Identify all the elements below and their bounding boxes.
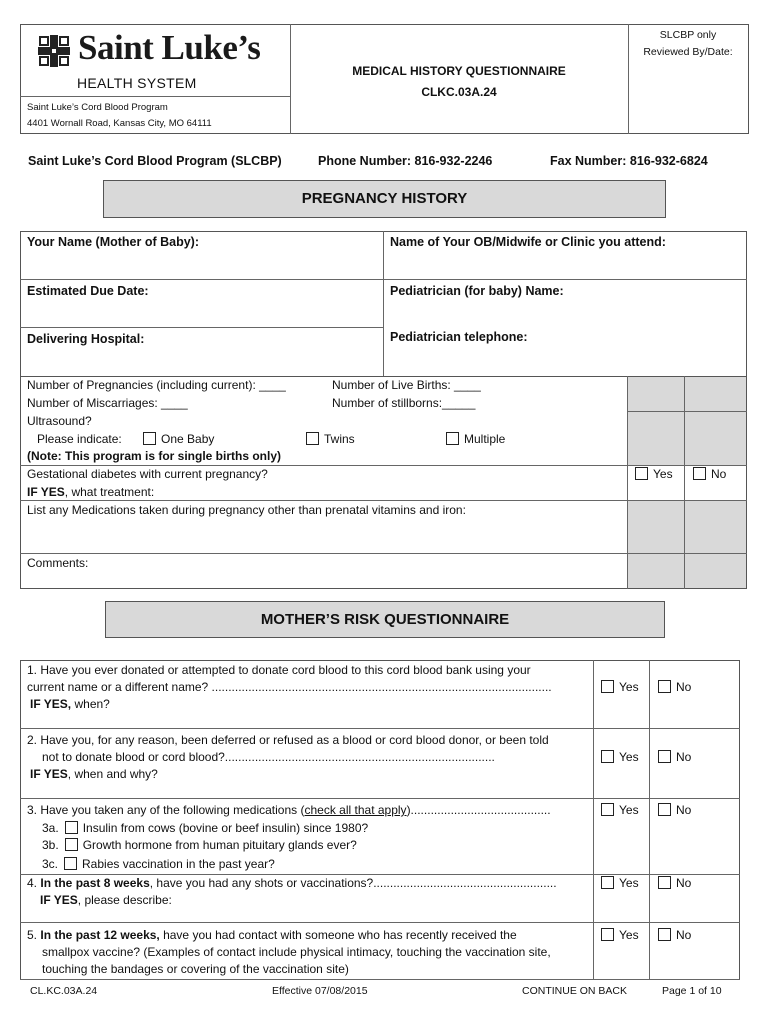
q2-line2: not to donate blood or cord blood?................................................................................. — [42, 750, 495, 764]
cross-emblem-icon — [36, 33, 72, 69]
gestational-yes-checkbox[interactable] — [635, 467, 648, 480]
q4-no-option[interactable]: No — [658, 875, 691, 892]
due-date-field[interactable]: Estimated Due Date: — [27, 284, 149, 298]
q5-line3: touching the bandages or covering of the vaccination site) — [42, 962, 349, 976]
logo-subtitle: HEALTH SYSTEM — [77, 75, 197, 91]
q5-line1: 5. In the past 12 weeks, have you had contact with someone who has recently received the — [27, 928, 517, 942]
form-title: MEDICAL HISTORY QUESTIONNAIRE — [352, 64, 566, 78]
mother-name-field[interactable]: Your Name (Mother of Baby): — [27, 235, 199, 249]
twins-checkbox[interactable] — [306, 432, 319, 445]
gestational-yes-option[interactable]: Yes — [635, 466, 673, 483]
delivering-hospital-field[interactable]: Delivering Hospital: — [27, 332, 145, 346]
q2-line1: 2. Have you, for any reason, been deferred or refused as a blood or cord blood donor, or been told — [27, 733, 549, 747]
gestational-no-checkbox[interactable] — [693, 467, 706, 480]
footer-form-code: CL.KC.03A.24 — [30, 985, 98, 997]
footer-continue: CONTINUE ON BACK — [522, 985, 628, 997]
ob-name-field[interactable]: Name of Your OB/Midwife or Clinic you attend: — [390, 235, 666, 249]
footer-page-number: Page 1 of 10 — [662, 985, 722, 997]
single-births-note: (Note: This program is for single births only) — [27, 449, 282, 463]
medications-field[interactable]: List any Medications taken during pregnancy other than prenatal vitamins and iron: — [27, 503, 466, 517]
num-pregnancies[interactable]: Number of Pregnancies (including current): ____ — [27, 378, 286, 392]
q3a-checkbox[interactable] — [65, 821, 78, 834]
num-miscarriages[interactable]: Number of Miscarriages: ____ — [27, 396, 188, 410]
q5-line2: smallpox vaccine? (Examples of contact include physical intimacy, touching the vaccination site, — [42, 945, 551, 959]
risk-questionnaire-banner — [105, 601, 665, 638]
q4-no-checkbox[interactable] — [658, 876, 671, 889]
num-live-births[interactable]: Number of Live Births: ____ — [332, 378, 481, 392]
multiple-checkbox[interactable] — [446, 432, 459, 445]
reviewed-by-label: Reviewed By/Date: — [643, 46, 733, 58]
q1-if-yes[interactable]: IF YES, when? — [30, 697, 110, 711]
twins-option[interactable]: Twins — [306, 431, 355, 448]
pregnancy-history-banner — [103, 180, 666, 218]
comments-field[interactable]: Comments: — [27, 556, 89, 570]
num-stillborns[interactable]: Number of stillborns:_____ — [332, 396, 476, 410]
q3c-option[interactable]: 3c. Rabies vaccination in the past year? — [42, 857, 275, 871]
program-name: Saint Luke’s Cord Blood Program (SLCBP) — [28, 154, 282, 168]
q5-yes-option[interactable]: Yes — [601, 927, 639, 944]
q1-yes-option[interactable]: Yes — [601, 679, 639, 696]
program-line: Saint Luke’s Cord Blood Program — [27, 102, 168, 113]
gestational-treatment-line[interactable]: IF YES, what treatment: — [27, 485, 155, 499]
q5-no-checkbox[interactable] — [658, 928, 671, 941]
q3-yes-checkbox[interactable] — [601, 803, 614, 816]
logo-wordmark: Saint Luke’s — [78, 28, 261, 67]
fax-number: Fax Number: 816-932-6824 — [550, 154, 708, 168]
q3b-option[interactable]: 3b. Growth hormone from human pituitary glands ever? — [42, 838, 357, 852]
q1-line1: 1. Have you ever donated or attempted to donate cord blood to this cord blood bank using your — [27, 663, 531, 677]
q2-no-option[interactable]: No — [658, 749, 691, 766]
gestational-diabetes-question: Gestational diabetes with current pregnancy? — [27, 467, 268, 481]
q3a-option[interactable]: 3a. Insulin from cows (bovine or beef insulin) since 1980? — [42, 821, 369, 835]
address-line: 4401 Wornall Road, Kansas City, MO 64111 — [27, 118, 212, 129]
q2-yes-checkbox[interactable] — [601, 750, 614, 763]
q4-line1: 4. In the past 8 weeks, have you had any shots or vaccinations?....................................................... — [27, 876, 557, 890]
pregnancy-history-title: PREGNANCY HISTORY — [301, 190, 468, 207]
q5-no-option[interactable]: No — [658, 927, 691, 944]
q4-yes-checkbox[interactable] — [601, 876, 614, 889]
one-baby-option[interactable]: One Baby — [143, 431, 214, 448]
risk-questionnaire-title: MOTHER’S RISK QUESTIONNAIRE — [260, 611, 510, 628]
saint-lukes-logo — [36, 33, 72, 74]
q4-if-yes[interactable]: IF YES, please describe: — [40, 893, 172, 907]
q1-yes-checkbox[interactable] — [601, 680, 614, 693]
pediatrician-name-field[interactable]: Pediatrician (for baby) Name: — [390, 284, 564, 298]
q3-no-checkbox[interactable] — [658, 803, 671, 816]
q3-yes-option[interactable]: Yes — [601, 802, 639, 819]
q3b-checkbox[interactable] — [65, 838, 78, 851]
q3-line1: 3. Have you taken any of the following medications (check all that apply).......................................... — [27, 803, 551, 817]
q2-no-checkbox[interactable] — [658, 750, 671, 763]
q3c-checkbox[interactable] — [64, 857, 77, 870]
q2-if-yes[interactable]: IF YES, when and why? — [30, 767, 158, 781]
footer-effective-date: Effective 07/08/2015 — [272, 985, 368, 997]
gestational-no-option[interactable]: No — [693, 466, 726, 483]
q3-no-option[interactable]: No — [658, 802, 691, 819]
please-indicate-label: Please indicate: — [37, 432, 122, 446]
q1-no-checkbox[interactable] — [658, 680, 671, 693]
pediatrician-phone-field[interactable]: Pediatrician telephone: — [390, 330, 528, 344]
form-code: CLKC.03A.24 — [421, 85, 497, 99]
q5-yes-checkbox[interactable] — [601, 928, 614, 941]
q4-yes-option[interactable]: Yes — [601, 875, 639, 892]
q2-yes-option[interactable]: Yes — [601, 749, 639, 766]
q1-no-option[interactable]: No — [658, 679, 691, 696]
one-baby-checkbox[interactable] — [143, 432, 156, 445]
phone-number: Phone Number: 816-932-2246 — [318, 154, 493, 168]
slcbp-only-label: SLCBP only — [659, 29, 717, 41]
q1-line2: current name or a different name? ...................................................................................................... — [27, 680, 552, 694]
ultrasound-label: Ultrasound? — [27, 414, 92, 428]
multiple-option[interactable]: Multiple — [446, 431, 505, 448]
